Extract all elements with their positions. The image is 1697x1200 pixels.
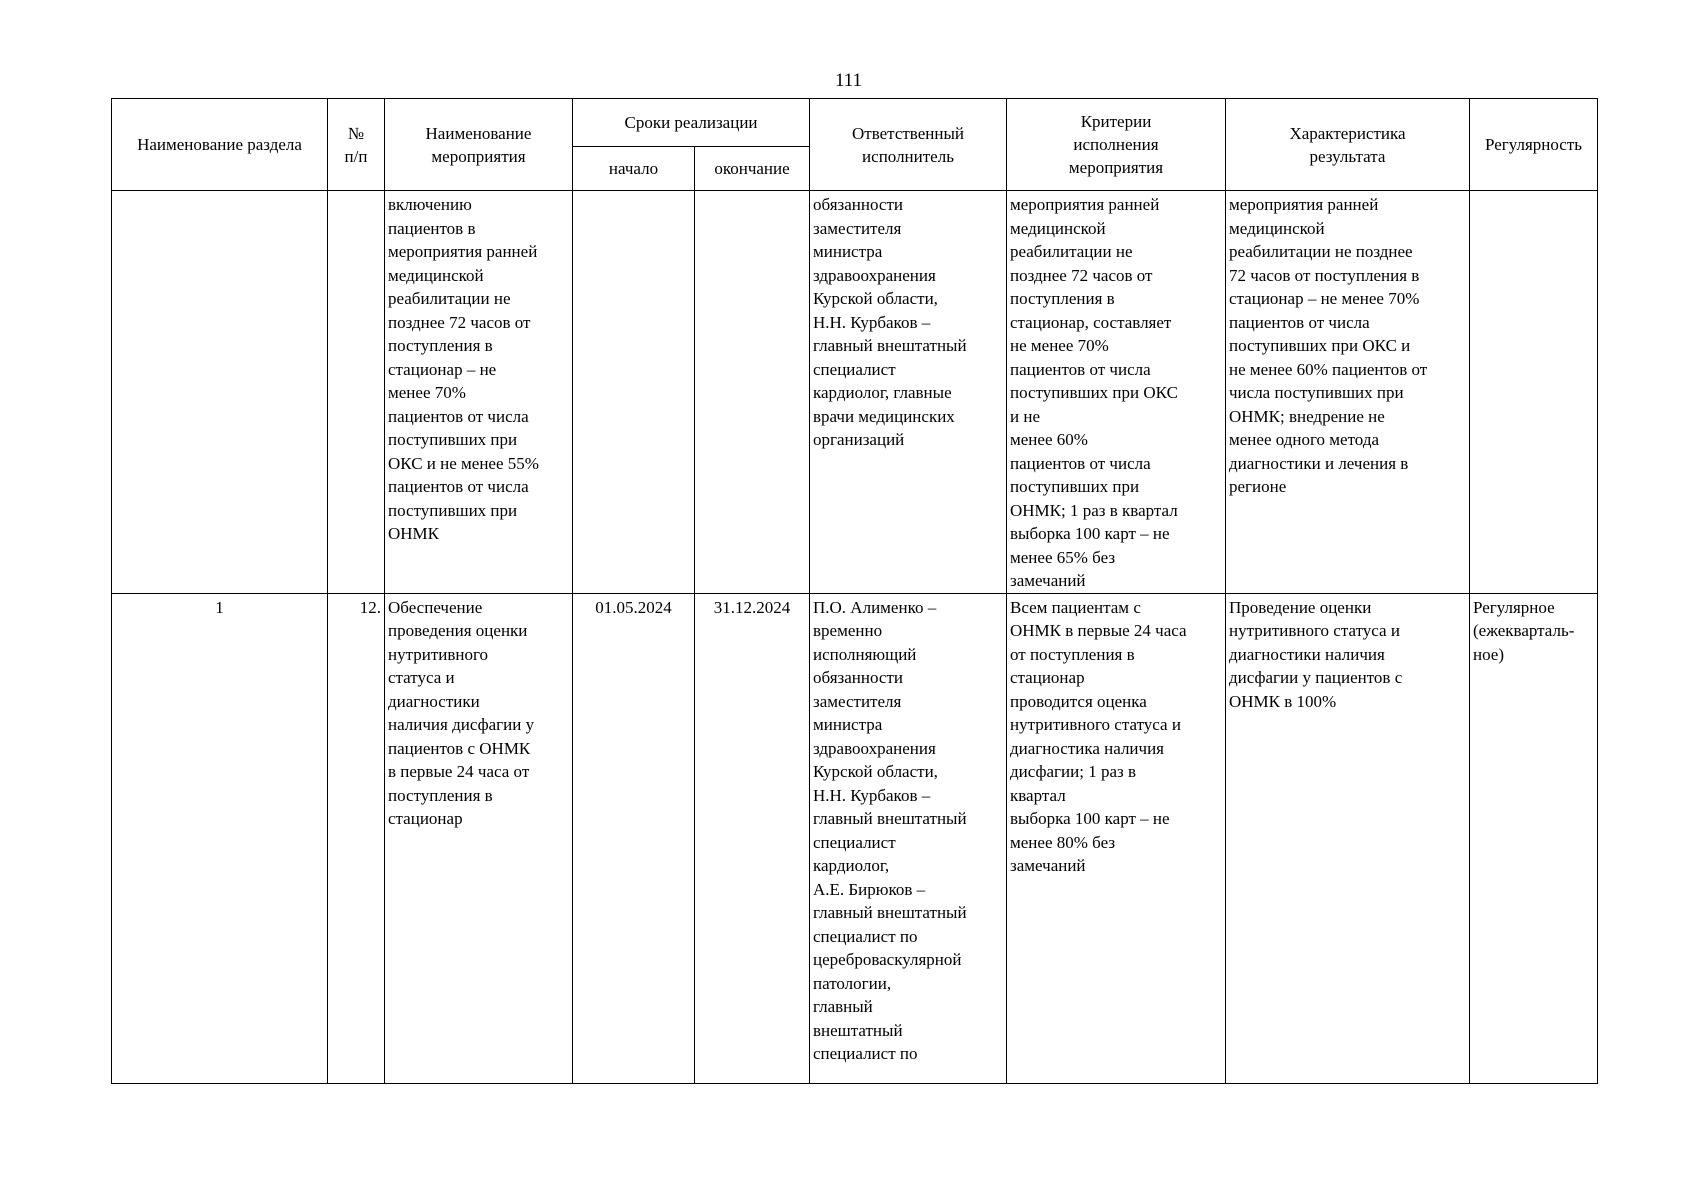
col-header-start: начало <box>573 147 695 191</box>
cell-end-date <box>695 191 810 594</box>
plan-table <box>111 98 1598 1084</box>
col-header-section: Наименование раздела <box>112 99 328 191</box>
table-header <box>112 99 1598 191</box>
col-header-timeline: Сроки реализации <box>573 99 810 147</box>
col-header-responsible: Ответственный исполнитель <box>810 99 1007 191</box>
col-header-end: окончание <box>695 147 810 191</box>
page-number: 111 <box>834 70 863 91</box>
cell-result: мероприятия ранней медицинской реабилитации не позднее 72 часов от поступления в стационар – не менее 70% пациентов от числа поступивших при ОКС и не менее 60% пациентов от числа поступивших при ОНМК; внедрение не менее одного метода диагностики и лечения в регионе <box>1226 191 1470 594</box>
cell-regularity: Регулярное (ежекварталь- ное) <box>1470 593 1598 1083</box>
cell-number <box>328 191 385 594</box>
cell-section <box>112 191 328 594</box>
cell-criteria: Всем пациентам с ОНМК в первые 24 часа от поступления в стационар проводится оценка нутритивного статуса и диагностика наличия дисфагии; 1 раз в квартал выборка 100 карт – не менее 80% без замечаний <box>1007 593 1226 1083</box>
cell-responsible: обязанности заместителя министра здравоохранения Курской области, Н.Н. Курбаков – главный внештатный специалист кардиолог, главные врачи медицинских организаций <box>810 191 1007 594</box>
table-row <box>112 191 1598 594</box>
cell-result: Проведение оценки нутритивного статуса и диагностики наличия дисфагии у пациентов с ОНМК в 100% <box>1226 593 1470 1083</box>
cell-regularity <box>1470 191 1598 594</box>
col-header-regularity: Регулярность <box>1470 99 1598 191</box>
cell-event: включению пациентов в мероприятия ранней медицинской реабилитации не позднее 72 часов от поступления в стационар – не менее 70% пациентов от числа поступивших при ОКС и не менее 55% пациентов от числа поступивших при ОНМК <box>385 191 573 594</box>
col-header-result: Характеристика результата <box>1226 99 1470 191</box>
cell-start-date <box>573 191 695 594</box>
col-header-number: № п/п <box>328 99 385 191</box>
cell-criteria: мероприятия ранней медицинской реабилитации не позднее 72 часов от поступления в стационар, составляет не менее 70% пациентов от числа поступивших при ОКС и не менее 60% пациентов от числа поступивших при ОНМК; 1 раз в квартал выборка 100 карт – не менее 65% без замечаний <box>1007 191 1226 594</box>
cell-number: 12. <box>328 593 385 1083</box>
cell-event: Обеспечение проведения оценки нутритивного статуса и диагностики наличия дисфагии у пациентов с ОНМК в первые 24 часа от поступления в стационар <box>385 593 573 1083</box>
col-header-criteria: Критерии исполнения мероприятия <box>1007 99 1226 191</box>
cell-start-date: 01.05.2024 <box>573 593 695 1083</box>
table-row <box>112 593 1598 1083</box>
cell-end-date: 31.12.2024 <box>695 593 810 1083</box>
cell-section: 1 <box>112 593 328 1083</box>
cell-responsible: П.О. Алименко – временно исполняющий обязанности заместителя министра здравоохранения Курской области, Н.Н. Курбаков – главный внештатный специалист кардиолог, А.Е. Бирюков – главный внештатный специалист по цереброваскулярной патологии, главный внештатный специалист по <box>810 593 1007 1083</box>
col-header-event: Наименование мероприятия <box>385 99 573 191</box>
